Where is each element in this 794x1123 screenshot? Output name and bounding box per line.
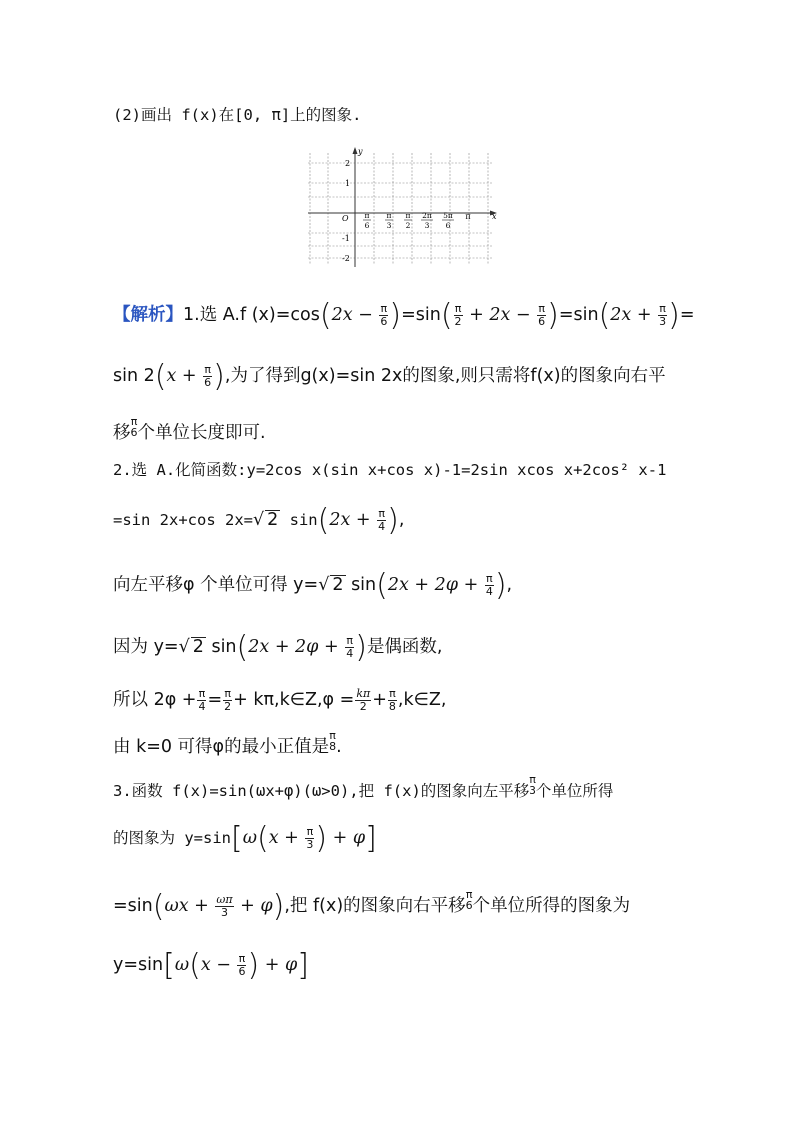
x-tick-pi-6 (363, 211, 371, 230)
x-axis-label: x (492, 212, 497, 221)
analysis-line-2: sin 2(x + $\frac{\pi}{6}$ ),为了得到g(x)=sin 2x的图象,则只需将f(x)的图象向右平 (113, 359, 666, 395)
x-tick-pi-3 (385, 211, 393, 230)
analysis-line-4: 2.选 A.化简函数:y=2cos x(sin x+cos x)-1=2sin xcos x+2cos² x-1 (113, 461, 667, 479)
analysis-line-9: 由 k=0 可得φ的最小正值是 π 8 . (113, 729, 342, 757)
analysis-line-6: 向左平移φ 个单位可得 y=√ 2 sin(2x + 2φ + $\frac{\pi}{4}$ ), (113, 568, 513, 604)
svg-text:6: 6 (445, 221, 451, 230)
svg-text:5π: 5π (443, 211, 453, 220)
grid-lines (308, 153, 492, 265)
svg-text:3: 3 (386, 221, 392, 230)
coordinate-grid-graph (300, 145, 505, 270)
x-tick-pi-2 (404, 211, 412, 230)
analysis-line-7: 因为 y=√ 2 sin(2x + 2φ + $\frac{\pi}{4}$ )是偶函数, (113, 630, 443, 666)
svg-text:π: π (405, 211, 411, 220)
analysis-line-11: 的图象为 y=sin[ω(x + $\frac{\pi}{3}$ ) + φ] (113, 821, 377, 857)
svg-text:6: 6 (364, 221, 370, 230)
analysis-line-13: y=sin[ω(x − $\frac{\pi}{6}$ ) + φ] (113, 948, 309, 984)
analysis-line-5: =sin 2x+cos 2x=√ 2 sin(2x + $\frac{\pi}{4}$ ), (113, 503, 405, 539)
analysis-line-3: 移 π 6 个单位长度即可. (113, 415, 266, 443)
y-tick-1: 1 (345, 179, 351, 188)
x-tick-5pi-6 (442, 211, 454, 230)
origin-label: O (342, 214, 349, 223)
svg-text:π: π (386, 211, 392, 220)
y-tick-2: 2 (345, 159, 351, 168)
analysis-line-8: 所以 2φ + $\frac{\pi}{4}$ = $\frac{\pi}{2}$ + kπ,k∈Z,φ = $\frac{k\pi}{2}$ + $\frac{\pi}{8}$ ,k∈Z, (113, 687, 447, 713)
analysis-line-1: 【解析】1.选 A.f (x)=cos(2x − $\frac{\pi}{6}$ )=sin( $\frac{\pi}{2}$ + 2x − $\frac{\pi}{6}$ )=sin(2x + $\frac{\pi}{3}$ )= (113, 298, 695, 334)
svg-text:2: 2 (405, 221, 411, 230)
question-2-text: (2)画出 f(x)在[0, π]上的图象. (113, 106, 362, 124)
svg-text:3: 3 (424, 221, 430, 230)
analysis-line-10: 3.函数 f(x)=sin(ωx+φ)(ω>0),把 f(x)的图象向左平移 π 3 个单位所得 (113, 773, 614, 800)
y-tick-neg2: -2 (342, 254, 350, 263)
svg-text:2π: 2π (422, 211, 432, 220)
x-tick-pi: π (465, 212, 471, 221)
svg-text:π: π (364, 211, 370, 220)
analysis-tag: 【解析】 (113, 305, 183, 326)
y-axis-label: y (358, 147, 363, 156)
analysis-line-12: =sin(ωx + $\frac{\omega\pi}{3}$ + φ),把 f(x)的图象向右平移 π 6 个单位所得的图象为 (113, 888, 631, 924)
y-tick-neg1: -1 (342, 234, 350, 243)
y-axis-arrow (353, 147, 358, 154)
